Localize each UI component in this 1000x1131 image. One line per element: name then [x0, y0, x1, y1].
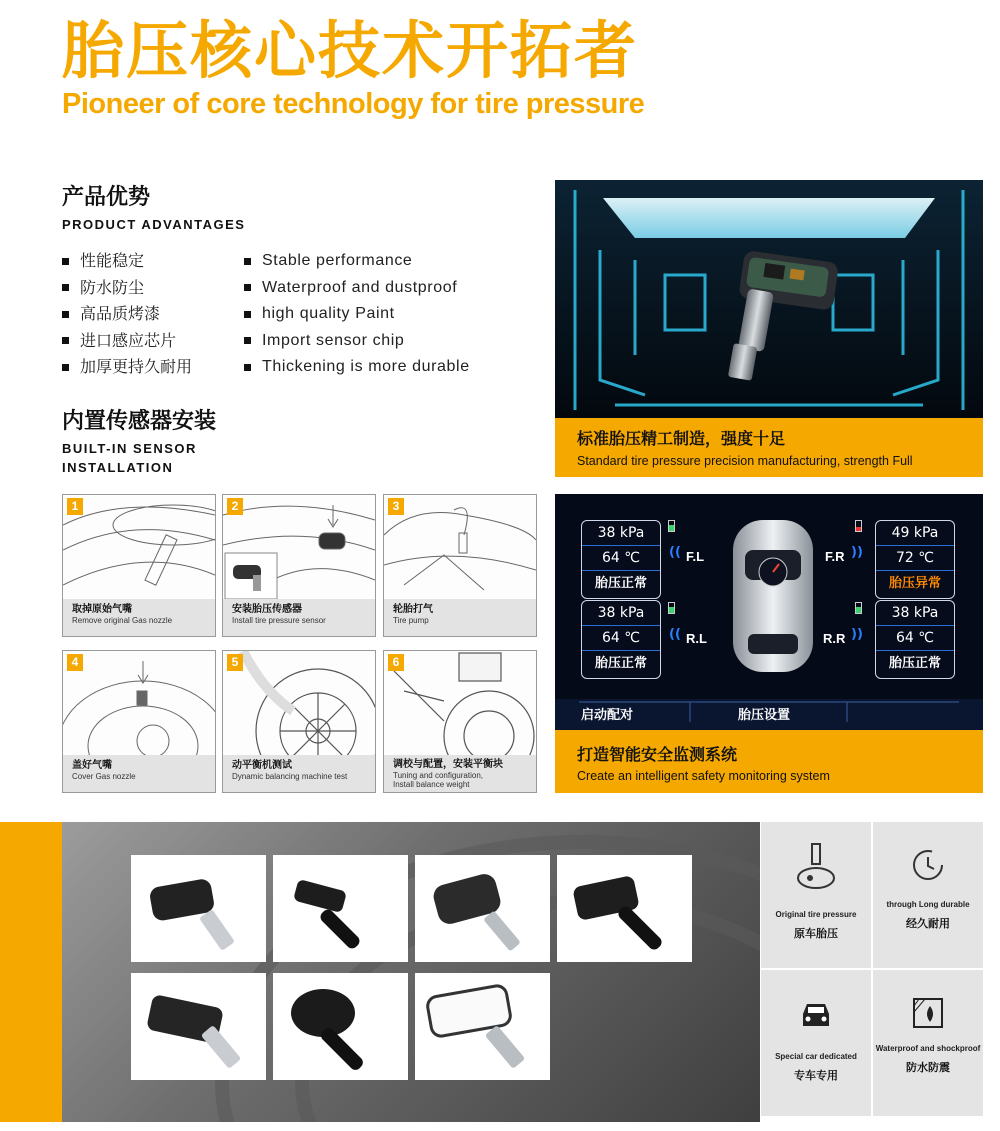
- tyre-pressure: 49 kPa: [876, 521, 954, 546]
- tyre-rr-panel: [875, 600, 955, 679]
- product-image: [273, 855, 408, 962]
- list-item: high quality Paint: [244, 301, 470, 328]
- tyre-temperature: 64 ℃: [582, 626, 660, 651]
- tyre-temperature: 72 ℃: [876, 546, 954, 571]
- feature-card: [761, 970, 871, 1116]
- car-icon: [761, 970, 871, 1030]
- feature-label-cn: 防水防震: [906, 1061, 950, 1074]
- installation-heading-cn: 内置传感器安装: [62, 409, 217, 434]
- step-label-cn: 动平衡机测试: [232, 760, 292, 771]
- page-title-en: Pioneer of core technology for tire pressure: [62, 88, 645, 120]
- step-label-en-2: Install balance weight: [393, 780, 470, 789]
- list-item: Stable performance: [244, 248, 470, 275]
- list-item: Thickening is more durable: [244, 354, 470, 381]
- hero-caption-en: Standard tire pressure precision manufacturing, strength Full: [577, 454, 913, 468]
- product-image: [415, 973, 550, 1080]
- step-illustration: [63, 495, 215, 599]
- signal-wave-icon: )): [851, 627, 863, 642]
- product-image: [557, 855, 692, 962]
- signal-wave-icon: ((: [669, 627, 681, 642]
- advantages-heading-cn: 产品优势: [62, 185, 151, 210]
- advantages-list-cn: [62, 248, 192, 381]
- clock-icon: [873, 822, 983, 882]
- tyre-fr-panel: [875, 520, 955, 599]
- battery-icon: [668, 520, 675, 532]
- installation-heading-en-1: BUILT-IN SENSOR: [62, 441, 197, 456]
- step-label-cn: 取掉原始气嘴: [72, 604, 132, 615]
- page-title-cn: 胎压核心技术开拓者: [62, 14, 639, 87]
- tyre-status: 胎压正常: [888, 656, 941, 671]
- list-item: Waterproof and dustproof: [244, 275, 470, 302]
- product-gallery-section: [0, 822, 1000, 1122]
- dashboard-caption: [555, 730, 983, 793]
- list-item: 高品质烤漆: [62, 301, 192, 328]
- product-image: [415, 855, 550, 962]
- product-image: [131, 973, 266, 1080]
- signal-wave-icon: ((: [669, 545, 681, 560]
- tyre-position-label: F.L: [686, 549, 705, 564]
- step-card-1: [62, 494, 216, 637]
- step-label-cn: 轮胎打气: [393, 604, 433, 615]
- tire-pressure-settings-button[interactable]: 胎压设置: [738, 708, 791, 723]
- tyre-temperature: 64 ℃: [582, 546, 660, 571]
- step-label-cn: 盖好气嘴: [72, 760, 112, 771]
- hero-caption-cn: 标准胎压精工制造，强度十足: [577, 429, 786, 448]
- tyre-status: 胎压正常: [594, 576, 647, 591]
- installation-heading-en-2: INSTALLATION: [62, 460, 174, 475]
- tyre-temperature: 64 ℃: [876, 626, 954, 651]
- step-number: 3: [388, 498, 404, 515]
- step-label-en: Install tire pressure sensor: [232, 616, 326, 625]
- tyre-pressure: 38 kPa: [876, 601, 954, 626]
- dashboard-caption-cn: 打造智能安全监测系统: [577, 745, 738, 764]
- valve-icon: [761, 822, 871, 882]
- list-item: Import sensor chip: [244, 328, 470, 355]
- step-label-cn: 调校与配置，安装平衡块: [393, 759, 503, 770]
- feature-label-en: through Long durable: [886, 900, 970, 909]
- tyre-status: 胎压异常: [888, 576, 941, 591]
- feature-label-cn: 经久耐用: [906, 917, 950, 930]
- step-label-en: Remove original Gas nozzle: [72, 616, 173, 625]
- tyre-status: 胎压正常: [594, 656, 647, 671]
- tpms-dashboard: [555, 494, 983, 730]
- battery-icon: [855, 602, 862, 614]
- tyre-rl-panel: [581, 600, 661, 679]
- step-number: 1: [67, 498, 83, 515]
- tyre-position-label: F.R: [825, 549, 845, 564]
- waterproof-icon: [873, 970, 983, 1030]
- step-card-4: [62, 650, 216, 793]
- tyre-pressure: 38 kPa: [582, 601, 660, 626]
- step-illustration: [384, 651, 536, 755]
- list-item: 防水防尘: [62, 275, 192, 302]
- product-image: [273, 973, 408, 1080]
- advantages-heading-en: PRODUCT ADVANTAGES: [62, 217, 246, 232]
- feature-label-cn: 专车专用: [794, 1069, 838, 1082]
- step-illustration: [223, 495, 375, 599]
- tyre-pressure: 38 kPa: [582, 521, 660, 546]
- step-label-en: Tire pump: [393, 616, 429, 625]
- tyre-position-label: R.R: [823, 631, 846, 646]
- step-number: 6: [388, 654, 404, 671]
- step-illustration: [384, 495, 536, 599]
- signal-wave-icon: )): [851, 545, 863, 560]
- product-image: [131, 855, 266, 962]
- hero-caption: [555, 418, 983, 477]
- step-label-en: Cover Gas nozzle: [72, 772, 136, 781]
- step-card-6: [383, 650, 537, 793]
- step-label-en: Tuning and configuration,: [393, 771, 483, 780]
- start-pairing-button[interactable]: 启动配对: [581, 708, 634, 723]
- accent-bar: [0, 822, 62, 1122]
- sensor-hero-image: [555, 180, 983, 418]
- feature-label-cn: 原车胎压: [794, 927, 838, 940]
- tyre-position-label: R.L: [686, 631, 707, 646]
- step-number: 2: [227, 498, 243, 515]
- step-card-2: [222, 494, 376, 637]
- step-illustration: [223, 651, 375, 755]
- dashboard-caption-en: Create an intelligent safety monitoring system: [577, 769, 830, 783]
- advantages-list-en: [244, 248, 470, 381]
- list-item: 加厚更持久耐用: [62, 354, 192, 381]
- list-item: 进口感应芯片: [62, 328, 192, 355]
- step-number: 5: [227, 654, 243, 671]
- step-label-cn: 安装胎压传感器: [232, 604, 302, 615]
- feature-card: [873, 970, 983, 1116]
- battery-icon: [668, 602, 675, 614]
- feature-card: [761, 822, 871, 968]
- feature-label-en: Waterproof and shockproof: [875, 1044, 981, 1053]
- list-item: 性能稳定: [62, 248, 192, 275]
- step-card-5: [222, 650, 376, 793]
- battery-low-icon: [855, 520, 862, 532]
- step-number: 4: [67, 654, 83, 671]
- step-card-3: [383, 494, 537, 637]
- feature-label-en: Original tire pressure: [775, 910, 857, 919]
- tyre-fl-panel: [581, 520, 661, 599]
- feature-card: [873, 822, 983, 968]
- step-label-en: Dynamic balancing machine test: [232, 772, 348, 781]
- feature-label-en: Special car dedicated: [775, 1052, 857, 1061]
- step-illustration: [63, 651, 215, 755]
